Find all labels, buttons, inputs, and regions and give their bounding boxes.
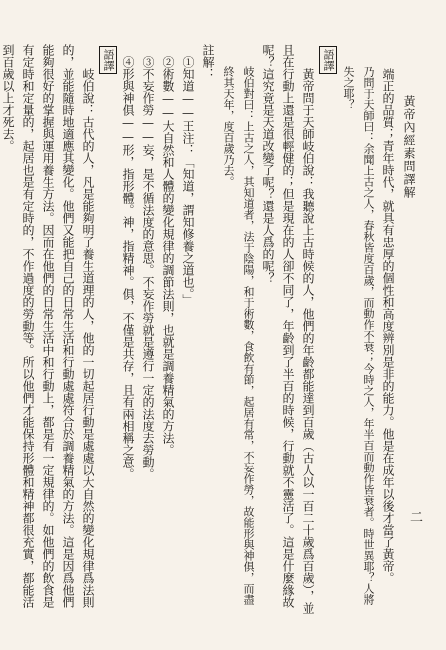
- paragraph-1: 端正的品質；青年時代，就具有忠厚的個性和高度辨別是非的能力。他是在成年以後才當了黃帝。: [381, 68, 395, 584]
- note-item: ①知道——王注：「知道，謂知修養之道也。」: [181, 56, 195, 306]
- note-item: ③不妄作勞——妄，是不循法度的意思。不妄作勞就是遵行一定的法度去勞動。: [141, 56, 155, 480]
- text-column: [1, 44, 398, 614]
- note-item: ②術數——大自然和人體的變化規律的調節法則，也就是調養精氣的方法。: [161, 56, 175, 456]
- paragraph-2: 黃帝問于天師岐伯說：我聽說上古時候的人，他們的年齡都能達到百歲（古人以一百二十歲爲百歲），並且在行動上還是很輕健的；但是現在的人卻不同了，年齡到了半百的時候，行動就不靈活了。這是什麼緣故呢？這究竟是天道改變了呢？還是人爲的呢？: [261, 44, 315, 614]
- classical-quote-1: 乃問于天師曰：余聞上古之人，春秋皆度百歲，而動作不衰；今時之人，年半百而動作皆衰者。時世異耶？人將失之耶？: [342, 66, 375, 605]
- notes-heading: 註解：: [201, 44, 215, 80]
- notes-list: [118, 44, 198, 614]
- translation-tag-1: 語譯: [319, 46, 337, 74]
- note-item: ④形與神俱——形，指形體。神，指精神。俱，不僅是共存，且有兩相稱之意。: [121, 56, 135, 480]
- running-head: 黃帝內經素問譯解: [402, 95, 416, 199]
- classical-quote-2: 岐伯對曰：上古之人，其知道者，法于陰陽，和于術數，食飲有節，起居有常，不妄作勞，故能形與神俱，而盡終其天年，度百歲乃去。: [222, 66, 255, 605]
- translation-tag-2: 語譯: [99, 46, 117, 74]
- page-number: 二: [407, 510, 422, 523]
- paragraph-3: 岐伯說：古代的人，凡是能夠明了養生道理的人，他的一切起居行動是處處以大自然的變化規律爲法則的，並能隨時地適應其變化。他們又能把自己的日常生活和行動處處符合於調養精氣的方法。這是因爲他們能夠很好的掌握與運用養生方法。因而在他們的日常生活中和行動上，都是有一定規律的。如他們的飲食是有定時和定量的，起居也是有定時的，不作過度的勞動等。所以他們才能保持形體和精神都很充實，都能活到百歲以上才死去。: [1, 44, 95, 608]
